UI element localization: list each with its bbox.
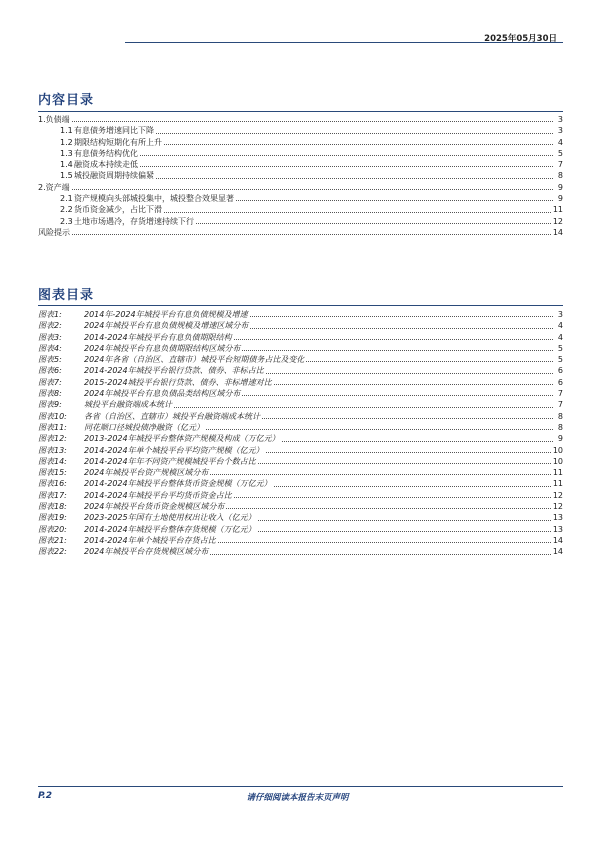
leader-dots — [140, 155, 553, 156]
entry-label — [38, 377, 272, 388]
entry-label — [38, 433, 280, 444]
leader-dots — [236, 200, 553, 201]
entry-number: 1.2 — [60, 137, 73, 147]
entry-label — [38, 478, 272, 489]
entry-label — [60, 125, 154, 136]
entry-text: 2014-2024年单个城投平台平均资产规模（亿元） — [84, 445, 264, 455]
entry-label — [38, 411, 260, 422]
page-ref: 6 — [557, 377, 563, 387]
entry-text: 风险提示 — [38, 227, 70, 237]
entry-text: 城投平台融资端成本统计 — [84, 400, 172, 410]
page-ref: 8 — [557, 422, 563, 432]
entry-number: 图表10: — [38, 411, 67, 421]
figure-entry[interactable] — [38, 467, 563, 478]
leader-dots — [156, 178, 553, 179]
entry-label — [38, 399, 172, 410]
figures-title: 图表目录 — [38, 288, 95, 303]
disclaimer-note: 请仔细阅读本报告末页声明 — [246, 793, 349, 803]
leader-dots — [72, 189, 553, 190]
figure-entry[interactable] — [38, 546, 563, 557]
entry-text: 期限结构短期化有所上升 — [74, 137, 162, 147]
entry-number: 2.3 — [60, 216, 73, 226]
entry-number: 图表20: — [38, 524, 67, 534]
figure-entry[interactable] — [38, 535, 563, 546]
entry-label — [38, 546, 208, 557]
toc-entry[interactable] — [38, 114, 563, 125]
entry-label — [38, 445, 264, 456]
entry-text: 资产规模向头部城投集中，城投整合效果显著 — [74, 194, 234, 204]
entry-text: 资产端 — [45, 182, 70, 192]
figure-entry[interactable] — [38, 411, 563, 422]
entry-label — [60, 159, 138, 170]
figure-entry[interactable] — [38, 309, 563, 320]
leader-dots — [274, 486, 551, 487]
report-date: 2025年05月30日 — [484, 34, 557, 44]
page-ref: 11 — [552, 205, 563, 215]
figure-entry[interactable] — [38, 365, 563, 376]
page-ref: 3 — [557, 126, 563, 136]
figure-entry[interactable] — [38, 377, 563, 388]
entry-number: 图表11: — [38, 422, 67, 432]
leader-dots — [164, 212, 551, 213]
entry-number: 1.1 — [60, 126, 73, 136]
figures-list — [38, 309, 563, 558]
entry-number: 1.5 — [60, 171, 73, 181]
page-ref: 11 — [552, 468, 563, 478]
leader-dots — [274, 384, 553, 385]
entry-label — [38, 535, 216, 546]
entry-label — [60, 137, 162, 148]
page-ref: 13 — [552, 513, 563, 523]
entry-label — [38, 490, 232, 501]
entry-text: 有息债务增速同比下降 — [74, 126, 154, 136]
leader-dots — [258, 531, 551, 532]
leader-dots — [258, 463, 551, 464]
page-ref: 12 — [552, 490, 563, 500]
toc-entry[interactable] — [38, 137, 563, 148]
entry-number: 图表5: — [38, 355, 62, 365]
entry-label — [38, 365, 264, 376]
leader-dots — [218, 542, 551, 543]
leader-dots — [72, 234, 551, 235]
page-ref: 3 — [557, 310, 563, 319]
entry-number: 图表16: — [38, 479, 67, 489]
entry-text: 2014-2024年城投平台有息负债期限结构 — [84, 332, 232, 342]
figure-entry[interactable] — [38, 399, 563, 410]
page-ref: 7 — [557, 400, 563, 410]
leader-dots — [210, 554, 550, 555]
page-ref: 4 — [557, 137, 563, 147]
entry-text: 2024年城投平台货币资金规模区域分布 — [84, 502, 225, 512]
entry-label — [38, 227, 70, 238]
page-ref: 10 — [552, 445, 563, 455]
entry-label — [38, 114, 70, 125]
entry-label — [38, 512, 256, 523]
leader-dots — [258, 520, 551, 521]
leader-dots — [250, 316, 553, 317]
leader-dots — [156, 133, 553, 134]
page-number: P.2 — [38, 791, 52, 801]
entry-label — [38, 456, 256, 467]
entry-text: 2015-2024城投平台银行贷款、债券、非标增速对比 — [84, 377, 272, 387]
page-ref: 7 — [557, 160, 563, 170]
entry-text: 货币资金减少，占比下滑 — [74, 205, 162, 215]
page-ref: 5 — [557, 355, 563, 365]
toc-entry[interactable] — [38, 170, 563, 181]
entry-text: 2014-2024年城投平台银行贷款、债券、非标占比 — [84, 366, 264, 376]
entry-number: 1. — [38, 115, 46, 124]
entry-label — [38, 343, 240, 354]
entry-number: 图表4: — [38, 343, 62, 353]
entry-label — [38, 501, 224, 512]
entry-text: 2014-2024年单个城投平台存货占比 — [84, 535, 216, 545]
entry-text: 城投融资周期持续偏紧 — [74, 171, 154, 181]
figure-entry[interactable] — [38, 524, 563, 535]
entry-number: 图表2: — [38, 321, 62, 331]
entry-label — [38, 354, 304, 365]
page-ref: 11 — [552, 479, 563, 489]
entry-number: 图表18: — [38, 502, 67, 512]
entry-label — [60, 216, 194, 227]
page-ref: 3 — [557, 115, 563, 124]
figure-entry[interactable] — [38, 354, 563, 365]
page-ref: 10 — [552, 456, 563, 466]
page-ref: 5 — [557, 343, 563, 353]
entry-text: 2024年城投平台存货规模区域分布 — [84, 547, 209, 557]
figures-rule — [38, 305, 563, 306]
leader-dots — [266, 373, 553, 374]
entry-text: 融资成本持续走低 — [74, 160, 138, 170]
entry-number: 图表14: — [38, 456, 67, 466]
entry-text: 2014-2024年年不同资产规模城投平台个数占比 — [84, 456, 256, 466]
entry-number: 图表6: — [38, 366, 62, 376]
entry-label — [60, 148, 138, 159]
figure-entry[interactable] — [38, 490, 563, 501]
page-ref: 6 — [557, 366, 563, 376]
entry-text: 有息债务结构优化 — [74, 148, 138, 158]
page-ref: 9 — [557, 182, 563, 192]
leader-dots — [174, 407, 553, 408]
figure-entry[interactable] — [38, 388, 563, 399]
toc-entry[interactable] — [38, 159, 563, 170]
figure-entry[interactable] — [38, 501, 563, 512]
entry-number: 图表21: — [38, 535, 67, 545]
entry-text: 2024年城投平台有息负债期限结构区域分布 — [84, 343, 241, 353]
entry-text: 土地市场遇冷，存货增速持续下行 — [74, 216, 194, 226]
leader-dots — [266, 452, 551, 453]
entry-number: 图表1: — [38, 310, 62, 319]
toc-entry[interactable] — [38, 125, 563, 136]
entry-label — [38, 320, 248, 331]
page-ref: 5 — [557, 148, 563, 158]
page-ref: 7 — [557, 389, 563, 399]
entry-text: 2024年各省（自治区、直辖市）城投平台短期债务占比及变化 — [84, 355, 305, 365]
entry-number: 图表3: — [38, 332, 62, 342]
entry-label — [38, 182, 70, 193]
leader-dots — [242, 395, 553, 396]
entry-text: 各省（自治区、直辖市）城投平台融资端成本统计 — [84, 411, 260, 421]
toc-entry[interactable] — [38, 227, 563, 238]
entry-label — [60, 193, 234, 204]
entry-number: 2.1 — [60, 194, 73, 204]
contents-list — [38, 114, 563, 238]
entry-label — [38, 467, 208, 478]
figure-entry[interactable] — [38, 512, 563, 523]
entry-number: 图表9: — [38, 400, 62, 410]
entry-number: 图表17: — [38, 490, 67, 500]
page-ref: 14 — [552, 547, 563, 557]
page-ref: 12 — [552, 216, 563, 226]
entry-number: 2. — [38, 182, 46, 192]
page-ref: 4 — [557, 321, 563, 331]
entry-text: 2024年城投平台资产规模区域分布 — [84, 468, 209, 478]
leader-dots — [234, 339, 553, 340]
contents-rule — [38, 111, 563, 112]
toc-entry[interactable] — [38, 182, 563, 193]
toc-entry[interactable] — [38, 204, 563, 215]
entry-number: 图表22: — [38, 547, 67, 557]
entry-label — [38, 524, 256, 535]
leader-dots — [242, 350, 553, 351]
leader-dots — [306, 361, 553, 362]
footer-rule — [38, 786, 563, 787]
entry-number: 图表7: — [38, 377, 62, 387]
entry-text: 2014-2024年城投平台平均货币资金占比 — [84, 490, 232, 500]
entry-number: 1.4 — [60, 160, 73, 170]
page-ref: 4 — [557, 332, 563, 342]
figure-entry[interactable] — [38, 422, 563, 433]
toc-entry[interactable] — [38, 193, 563, 204]
entry-number: 图表12: — [38, 434, 67, 444]
figure-entry[interactable] — [38, 456, 563, 467]
figure-entry[interactable] — [38, 445, 563, 456]
entry-text: 2023-2025年国有土地使用权出让收入（亿元） — [84, 513, 256, 523]
figure-entry[interactable] — [38, 478, 563, 489]
entry-label — [38, 422, 204, 433]
figure-entry[interactable] — [38, 343, 563, 354]
entry-text: 2013-2024年城投平台整体资产规模及构成（万亿元） — [84, 434, 280, 444]
figure-entry[interactable] — [38, 332, 563, 343]
entry-text: 2014-2024年城投平台整体存货规模（万亿元） — [84, 524, 256, 534]
page-ref: 9 — [557, 434, 563, 444]
leader-dots — [234, 497, 551, 498]
entry-label — [38, 309, 248, 320]
page-ref: 13 — [552, 524, 563, 534]
toc-entry[interactable] — [38, 148, 563, 159]
leader-dots — [206, 429, 553, 430]
page-ref: 8 — [557, 171, 563, 181]
figure-entry[interactable] — [38, 433, 563, 444]
entry-number: 图表15: — [38, 468, 67, 478]
page-ref: 12 — [552, 502, 563, 512]
entry-text: 2024年城投平台有息负债规模及增速区域分布 — [84, 321, 249, 331]
page-ref: 14 — [552, 227, 563, 237]
leader-dots — [72, 121, 553, 122]
page-ref: 8 — [557, 411, 563, 421]
entry-number: 2.2 — [60, 205, 73, 215]
leader-dots — [250, 328, 553, 329]
leader-dots — [196, 223, 551, 224]
header-rule — [125, 42, 563, 43]
leader-dots — [282, 441, 553, 442]
leader-dots — [262, 418, 553, 419]
entry-label — [38, 332, 232, 343]
entry-number: 图表8: — [38, 389, 62, 399]
toc-entry[interactable] — [38, 216, 563, 227]
leader-dots — [226, 508, 550, 509]
entry-text: 2014-2024年城投平台整体货币资金规模（万亿元） — [84, 479, 272, 489]
entry-text: 2014年-2024年城投平台有息负债规模及增速 — [84, 310, 248, 319]
entry-label — [60, 170, 154, 181]
entry-text: 2024年城投平台有息负债品类结构区域分布 — [84, 389, 241, 399]
figure-entry[interactable] — [38, 320, 563, 331]
page-ref: 14 — [552, 535, 563, 545]
leader-dots — [210, 474, 550, 475]
entry-label — [38, 388, 240, 399]
entry-text: 负债端 — [45, 115, 70, 124]
entry-number: 图表19: — [38, 513, 67, 523]
page-ref: 9 — [557, 194, 563, 204]
entry-number: 图表13: — [38, 445, 67, 455]
contents-title: 内容目录 — [38, 93, 95, 108]
entry-label — [60, 204, 162, 215]
entry-number: 1.3 — [60, 148, 73, 158]
entry-text: 同花顺口径城投债净融资（亿元） — [84, 422, 204, 432]
leader-dots — [164, 144, 553, 145]
leader-dots — [140, 166, 553, 167]
